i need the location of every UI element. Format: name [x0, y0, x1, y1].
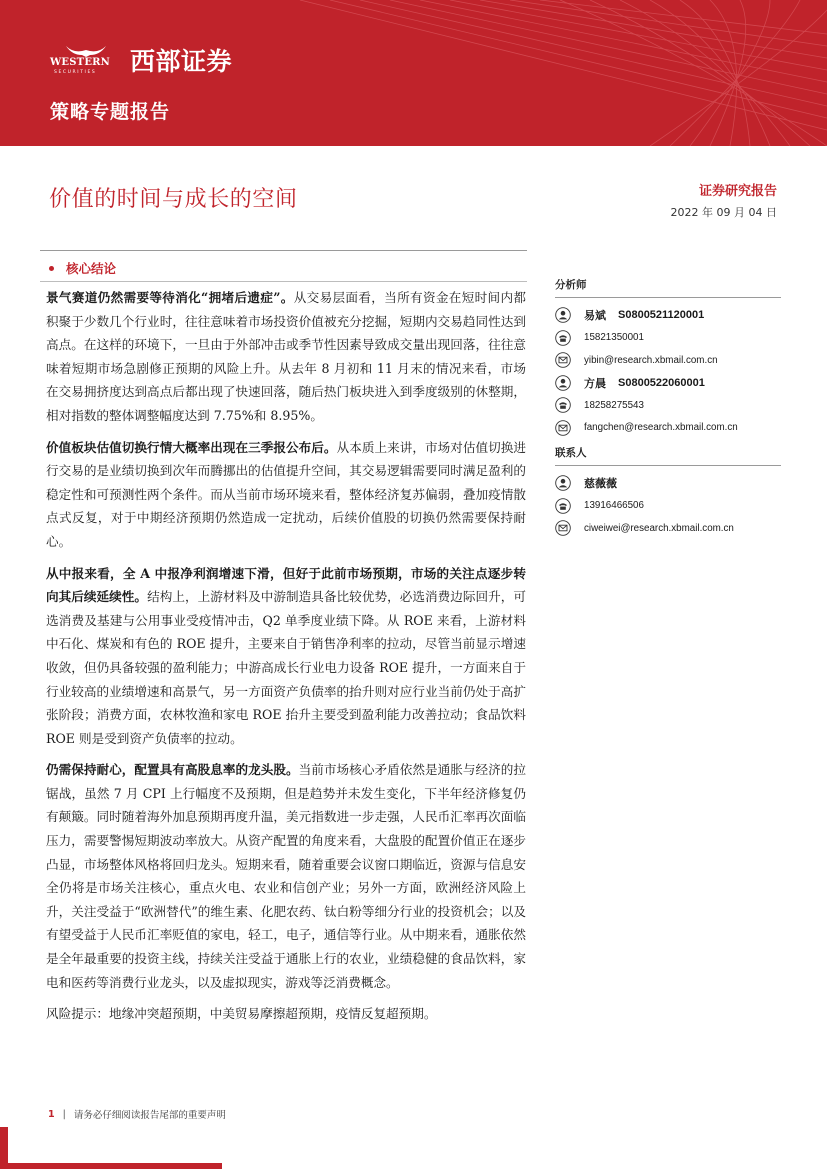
analyst-email-row: [555, 349, 781, 372]
section-divider: [40, 281, 527, 282]
paragraph-lead: 从中报来看，全 A 中报净利润增速下滑，但好于此前市场预期，市场的关注点逐步转向其后续延续性。: [46, 565, 526, 605]
paragraph-lead: 价值板块估值切换行情大概率出现在三季报公布后。: [46, 439, 337, 455]
user-icon: [555, 475, 571, 491]
paragraph: [46, 562, 526, 751]
analyst-phone-row: [555, 327, 781, 350]
document-category: 证券研究报告: [698, 184, 777, 199]
footer-separator: |: [62, 1108, 66, 1120]
paragraph-text: 从本质上来讲，市场对估值切换进行交易的是业绩切换到次年而腾挪出的估值提升空间，其交易逻辑需要同时满足盈利的稳定性和可预测性两个条件。而从当前市场环境来看，整体经济复苏偏弱，叠加疫情散点式反复，对于中期经济预期仍然造成一定扰动，后续价值股的切换仍然需要保持耐心。: [46, 439, 527, 549]
page-number: 1: [48, 1108, 55, 1120]
paragraph: [46, 286, 526, 428]
footer-disclaimer: 请务必仔细阅读报告尾部的重要声明: [73, 1110, 226, 1121]
analyst-phone: 18258275543: [584, 399, 644, 411]
bullet-icon: [49, 266, 54, 271]
phone-icon: [555, 397, 571, 413]
user-icon: [555, 375, 571, 391]
contact-name: 慈薇薇: [584, 477, 617, 491]
risk-warning-text: 风险提示：地缘冲突超预期，中美贸易摩擦超预期，疫情反复超预期。: [46, 1006, 437, 1022]
analyst-phone-row: [555, 394, 781, 417]
analysts-heading: 分析师: [555, 277, 781, 298]
footer-corner-accent-horizontal: [0, 1163, 222, 1169]
logo-english-subtitle: SECURITIES: [54, 70, 97, 75]
analyst-email[interactable]: fangchen@research.xbmail.com.cn: [584, 422, 738, 434]
sidebar-contacts: [555, 277, 781, 540]
analyst-name: 方晨: [584, 376, 606, 390]
email-icon: [555, 420, 571, 436]
email-icon: [555, 352, 571, 368]
paragraph: [46, 758, 526, 994]
contact-name-row: [555, 472, 781, 495]
contact-phone: 13916466506: [584, 500, 644, 512]
header-banner: [0, 0, 827, 146]
paragraph: [46, 436, 526, 554]
bull-logo-icon: [64, 43, 108, 57]
analyst-phone: 15821350001: [584, 332, 644, 344]
report-type-label: 策略专题报告: [50, 101, 171, 123]
western-logo-mark: [50, 43, 122, 77]
analyst-email[interactable]: yibin@research.xbmail.com.cn: [584, 354, 718, 366]
analyst-name-row: [555, 372, 781, 395]
analyst-email-row: [555, 417, 781, 440]
user-icon: [555, 307, 571, 323]
document-date: 2022 年 09 月 04 日: [670, 206, 777, 219]
paragraph-lead: 景气赛道仍然需要等待消化“拥堵后遗症”。: [46, 290, 294, 305]
analyst-cert-code: S0800522060001: [618, 376, 705, 389]
analyst-name: 易斌: [584, 309, 606, 323]
company-logo: [50, 40, 232, 80]
email-icon: [555, 520, 571, 536]
paragraph-text: 结构上，上游材料及中游制造具备比较优势，必选消费边际回升，可选消费及基建与公用事业受疫情冲击，Q2 单季度业绩下降。从 ROE 来看，上游材料中石化、煤炭和有色的 ROE 提升，主要来自于销售净利率的拉动，尽管当前显示增速收敛，但仍具备较强的盈利能力；中游高成长行业电力设备 ROE 提升，一方面来自于行业较高的业绩增速和高景气，另一方面资产负债率的抬升则对应行业当前仍处于高扩张阶段；消费方面，农林牧渔和家电 ROE 抬升主要受到盈利能力改善拉动；食品饮料 ROE 则是受到资产负债率的拉动。: [46, 589, 527, 746]
paragraph-lead: 仍需保持耐心，配置具有高股息率的龙头股。: [46, 762, 299, 778]
paragraph-text: 从交易层面看，当所有资金在短时间内都积聚于少数几个行业时，往往意味着市场投资价值被充分挖掘，短期内交易趋同性达到高点。在这样的环境下，一旦由于外部冲击或季节性因素导致成交量出现回落，往往意味着短期市场急剧修正预期的风险上升。从去年 8 月初和 11 月末的情况来看，市场在交易拥挤度达到高点后都出现了快速回落，随后热门板块进入到季度级别的休整期，相对指数的整体调整幅度达到 7.75%和 8.95%。: [46, 290, 526, 423]
analyst-cert-code: S0800521120001: [618, 309, 705, 322]
analyst-name-row: [555, 304, 781, 327]
paragraph-text: 当前市场核心矛盾依然是通胀与经济的拉锯战，虽然 7 月 CPI 上行幅度不及预期，但是趋势并未发生变化，下半年经济修复仍有颠簸。同时随着海外加息预期再度升温，美元指数进一步走强，人民币汇率再次面临压力，需要警惕短期波动率放大。从资产配置的角度来看，大盘股的配置价值正在逐步凸显，市场整体风格将回归龙头。短期来看，随着重要会议窗口期临近，资源与信息安全仍将是市场关注核心，重点火电、农业和信创产业；另外一方面，欧洲经济风险上升，关注受益于“欧洲替代”的维生素、化肥农药、钛白粉等细分行业的投资机会；以及有望受益于人民币汇率贬值的家电，轻工，电子，通信等行业。从中期来看，通胀依然是全年最重要的投资主线，持续关注受益于通胀上行的农业，业绩稳健的食品饮料，家电和医药等消费行业龙头，以及虚拟现实，游戏等泛消费概念。: [46, 762, 527, 990]
phone-icon: [555, 330, 571, 346]
section-heading-text: 核心结论: [66, 261, 117, 276]
page-footer: [48, 1107, 226, 1121]
contacts-heading: 联系人: [555, 445, 781, 466]
title-divider: [40, 250, 527, 251]
section-heading: [49, 259, 116, 277]
document-title: 价值的时间与成长的空间: [49, 187, 298, 212]
phone-icon: [555, 498, 571, 514]
contact-email[interactable]: ciweiwei@research.xbmail.com.cn: [584, 522, 734, 534]
risk-warning: [46, 1002, 526, 1026]
main-content: [46, 286, 526, 1034]
contact-phone-row: [555, 495, 781, 518]
logo-chinese-name: 西部证券: [130, 47, 233, 76]
logo-english-name: WESTERN: [50, 57, 110, 68]
contact-email-row: [555, 517, 781, 540]
